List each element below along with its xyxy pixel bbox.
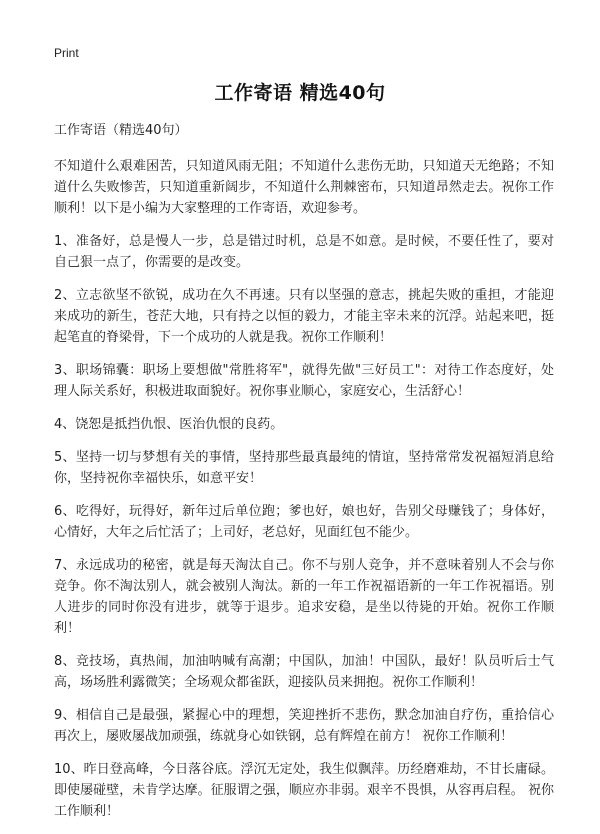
- list-item: 10、昨日登高峰，今日落谷底。浮沉无定处，我生似飘萍。历经磨难劫，不甘长庸碌。即使屡碰壁，未肯学达摩。征服谓之强，顺应亦非弱。艰辛不畏惧，从容再启程。 祝你工作顺利！: [54, 762, 554, 819]
- list-item: 3、职场锦囊：职场上要想做"常胜将军"，就得先做"三好员工"：对待工作态度好，处理人际关系好，积极进取面貌好。祝你事业顺心，家庭安心，生活舒心！: [54, 363, 554, 399]
- list-item: 1、准备好，总是慢人一步，总是错过时机，总是不如意。是时候，不要任性了，要对自己狠一点了，你需要的是改变。: [54, 234, 554, 270]
- list-item: 5、坚持一切与梦想有关的事情，坚持那些最真最纯的情谊，坚持常常发祝福短消息给你，坚持祝你幸福快乐，如意平安！: [54, 450, 554, 486]
- list-item: 4、饶恕是抵挡仇恨、医治仇恨的良药。: [54, 417, 284, 432]
- list-item: 6、吃得好，玩得好，新年过后单位跑；爹也好，娘也好，告别父母赚钱了；身体好，心情好，大年之后忙活了；上司好，老总好，见面红包不能少。: [54, 504, 554, 540]
- print-link[interactable]: Print: [54, 46, 79, 60]
- document-body: [54, 120, 554, 834]
- list-item: 2、立志欲坚不欲锐，成功在久不再速。只有以坚强的意志，挑起失败的重担，才能迎来成功的新生，苍茫大地，只有持之以恒的毅力，才能主宰未来的沉浮。站起来吧，挺起笔直的脊梁骨，下一个成功的人就是我。祝你工作顺利！: [54, 288, 554, 345]
- document-subtitle: 工作寄语（精选40句）: [54, 123, 188, 138]
- list-item: 8、竞技场，真热闹，加油呐喊有高潮；中国队，加油！中国队，最好！队员听后士气高，场场胜利露微笑；全场观众都雀跃，迎接队员来拥抱。祝你工作顺利！: [54, 654, 554, 690]
- list-item: 9、相信自己是最强，紧握心中的理想，笑迎挫折不悲伤，默念加油自疗伤，重拾信心再次上，屡败屡战加顽强，练就身心如铁钢，总有辉煌在前方！ 祝你工作顺利！: [54, 708, 554, 744]
- page-title: 工作寄语 精选40句: [214, 82, 386, 104]
- list-item: 7、永远成功的秘密，就是每天淘汰自己。你不与别人竞争，并不意味着别人不会与你竞争。你不淘汰别人，就会被别人淘汰。新的一年工作祝福语新的一年工作祝福语。别人进步的同时你没有进步，就等于退步。追求安稳，是坐以待毙的开始。祝你工作顺利！: [54, 558, 554, 636]
- intro-paragraph: 不知道什么艰难困苦，只知道风雨无阻；不知道什么悲伤无助，只知道天无绝路；不知道什么失败惨苦，只知道重新阔步，不知道什么荆棘密布，只知道昂然走去。祝你工作顺利！以下是小编为大家整理的工作寄语，欢迎参考。: [54, 159, 554, 216]
